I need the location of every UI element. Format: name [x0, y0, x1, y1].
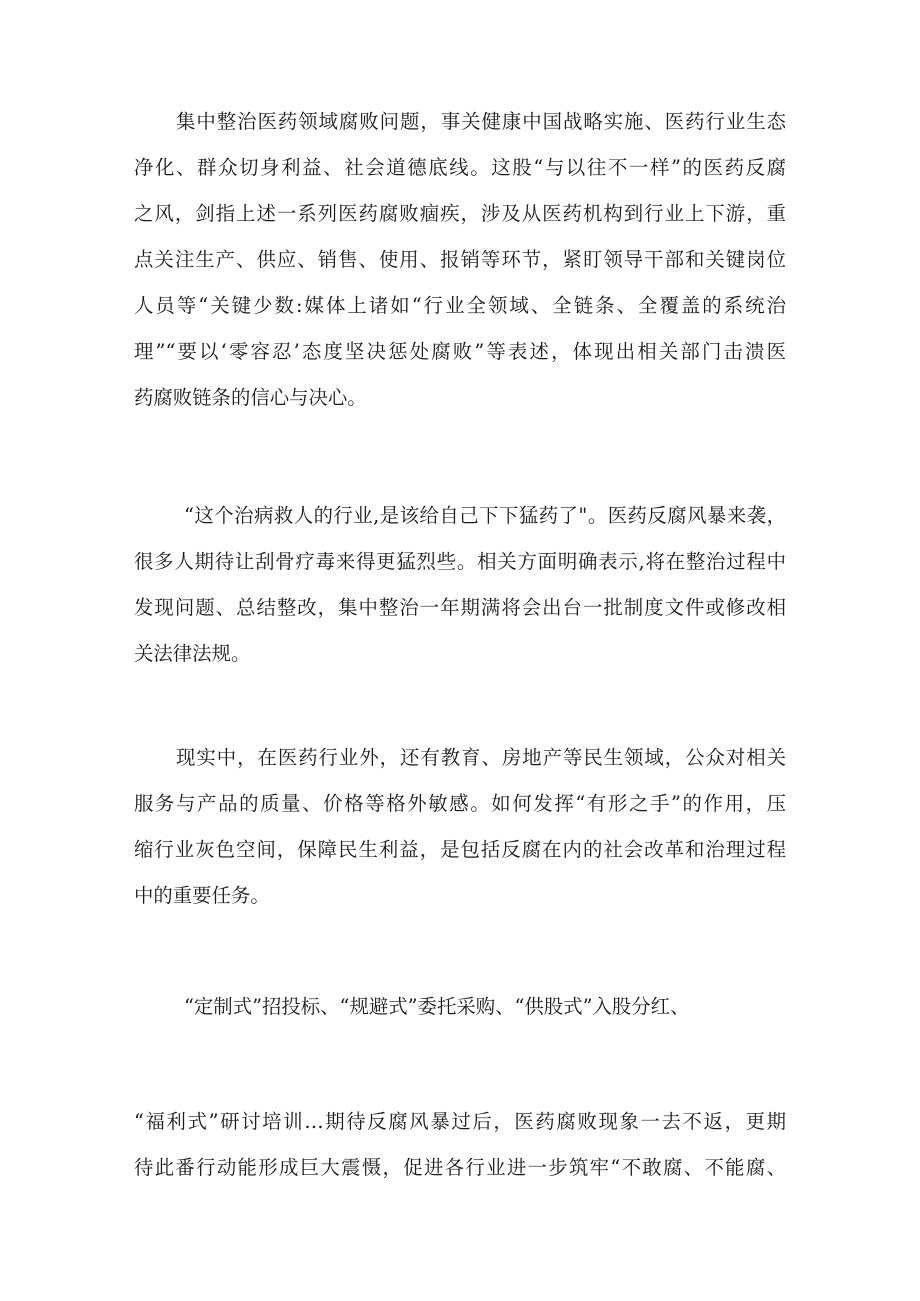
paragraph-2-line-3: 发现问题、总结整改，集中整治一年期满将会出台一批制度文件或修改相: [134, 596, 786, 619]
paragraph-2-line-1: “这个治病救人的行业,是该给自己下下猛药了"。医药反腐风暴来袭，: [184, 504, 786, 527]
paragraph-3-line-1: 现实中，在医药行业外，还有教育、房地产等民生领域，公众对相关: [176, 746, 786, 769]
paragraph-4-line-1: “定制式”招投标、“规避式”委托采购、“供股式”入股分红、: [184, 995, 690, 1018]
paragraph-5-line-2: 待此番行动能形成巨大震慑，促进各行业进一步筑牢“不敢腐、不能腐、: [134, 1156, 786, 1179]
paragraph-3-line-3: 缩行业灰色空间，保障民生利益，是包括反腐在内的社会改革和治理过程: [134, 838, 786, 861]
paragraph-1-line-7: 药腐败链条的信心与决心。: [134, 386, 367, 409]
paragraph-1-line-1: 集中整治医药领域腐败问题，事关健康中国战略实施、医药行业生态: [176, 110, 786, 133]
paragraph-1-line-4: 点关注生产、供应、销售、使用、报销等环节，紧盯领导干部和关键岗位: [134, 248, 786, 271]
paragraph-3-line-4: 中的重要任务。: [134, 884, 270, 907]
paragraph-5-line-1: “福利式”研讨培训…期待反腐风暴过后，医药腐败现象一去不返，更期: [134, 1110, 786, 1133]
paragraph-1-line-3: 之风，剑指上述一系列医药腐败痼疾，涉及从医药机构到行业上下游，重: [134, 202, 786, 225]
paragraph-1-line-2: 净化、群众切身利益、社会道德底线。这股“与以往不一样”的医药反腐: [134, 156, 786, 179]
paragraph-2-line-4: 关法律法规。: [134, 642, 251, 665]
paragraph-3-line-2: 服务与产品的质量、价格等格外敏感。如何发挥“有形之手”的作用，压: [134, 792, 786, 815]
paragraph-2-line-2: 很多人期待让刮骨疗毒来得更猛烈些。相关方面明确表示,将在整治过程中: [134, 550, 786, 573]
paragraph-1-line-5: 人员等“关键少数:媒体上诸如“行业全领域、全链条、全覆盖的系统治: [134, 294, 786, 317]
paragraph-1-line-6: 理”“要以‘零容忍’态度坚决惩处腐败”等表述，体现出相关部门击溃医: [134, 340, 786, 363]
